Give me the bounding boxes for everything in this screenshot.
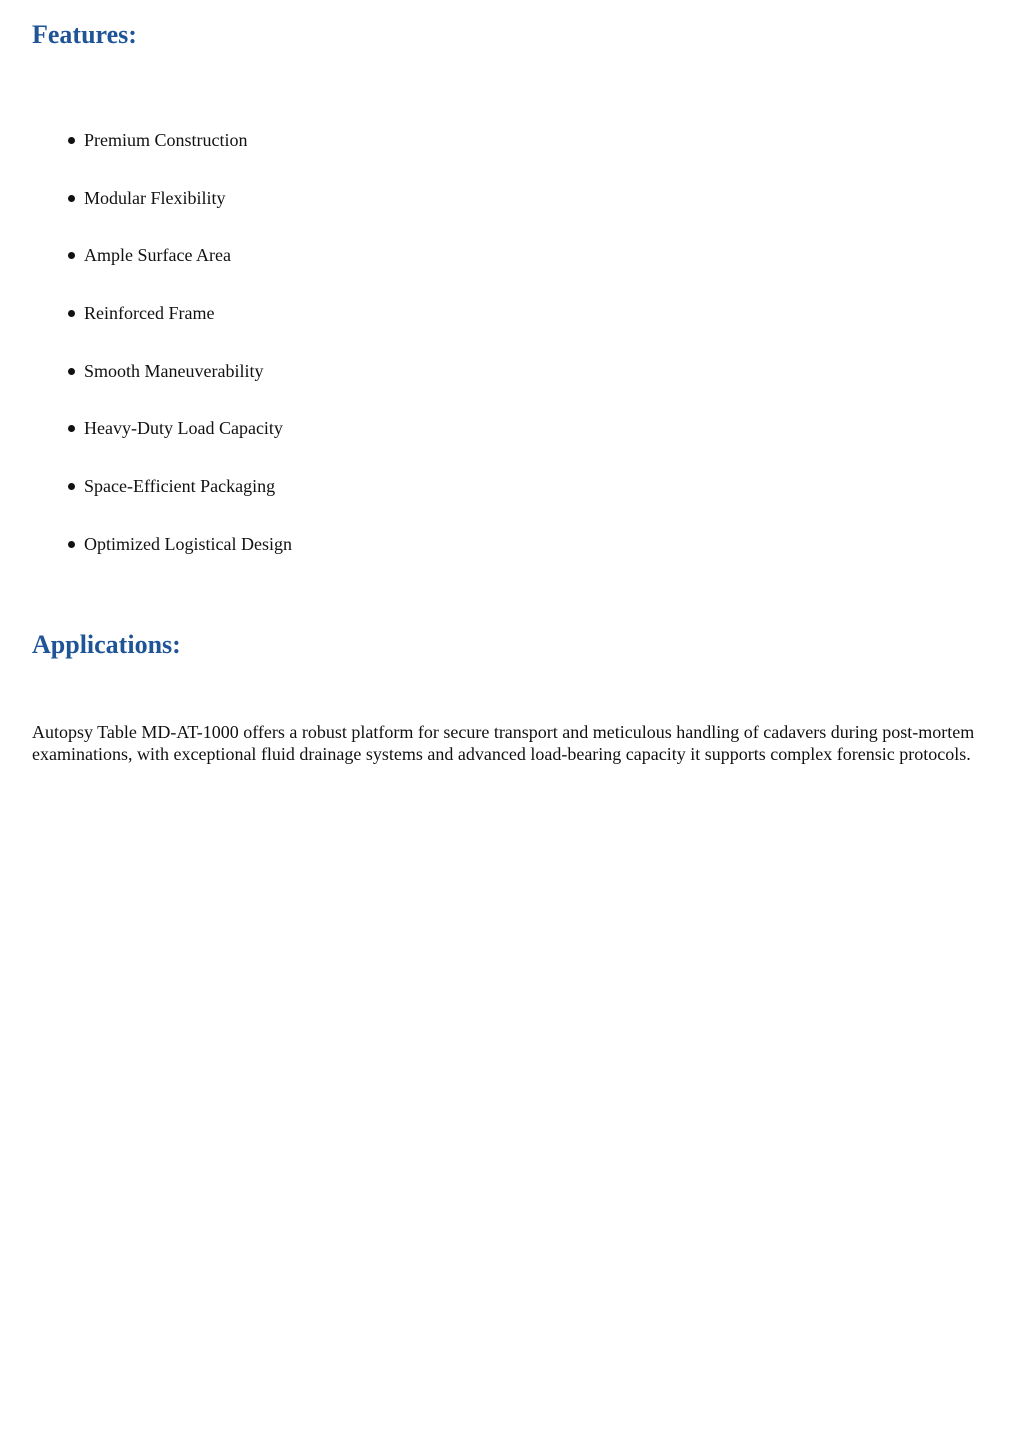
feature-label: Heavy-Duty Load Capacity (84, 418, 283, 439)
bullet-icon (68, 252, 75, 259)
feature-item (32, 530, 292, 588)
feature-label: Space-Efficient Packaging (84, 476, 276, 497)
feature-label: Premium Construction (84, 130, 248, 150)
bullet-icon (68, 541, 75, 548)
feature-item (32, 357, 292, 415)
bullet-icon (68, 368, 75, 375)
feature-item (32, 241, 292, 299)
applications-paragraph: Autopsy Table MD-AT-1000 offers a robust platform for secure transport and meticulous handling of cadavers during post-mortem examinations, with exceptional fluid drainage systems and advanced load-bearing capacity it supports complex forensic protocols. (32, 722, 975, 764)
feature-label: Optimized Logistical Design (84, 533, 292, 554)
feature-label: Ample Surface Area (84, 245, 231, 266)
bullet-icon (68, 425, 75, 432)
feature-item (32, 472, 292, 530)
applications-heading: Applications: (32, 630, 181, 659)
features-heading: Features: (32, 20, 137, 49)
bullet-icon (68, 137, 75, 144)
feature-item (32, 184, 292, 242)
feature-label: Smooth Maneuverability (84, 360, 264, 381)
feature-label: Modular Flexibility (84, 187, 226, 208)
feature-item (32, 299, 292, 357)
feature-item (32, 414, 292, 472)
feature-label: Reinforced Frame (84, 303, 215, 324)
bullet-icon (68, 195, 75, 202)
bullet-icon (68, 310, 75, 317)
bullet-icon (68, 483, 75, 490)
features-list (32, 126, 292, 588)
feature-item (32, 126, 292, 184)
